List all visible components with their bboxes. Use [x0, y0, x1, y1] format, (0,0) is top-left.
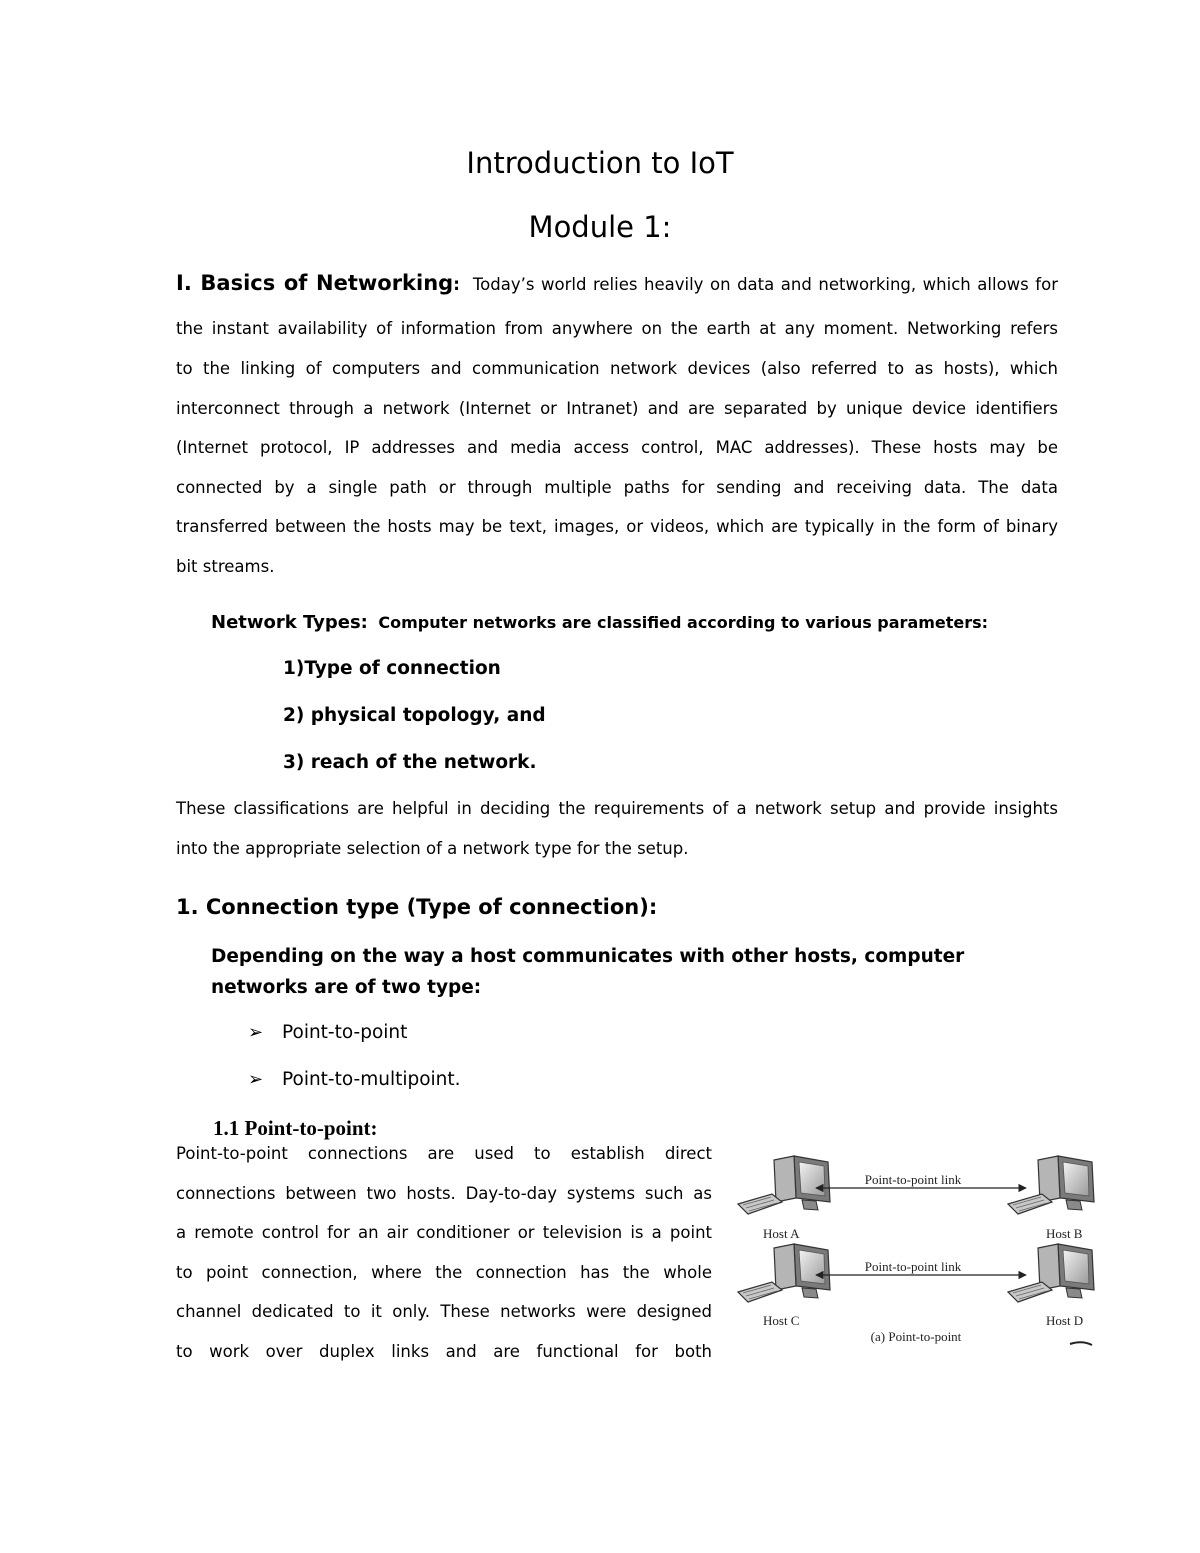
- point-to-point-diagram: [736, 1150, 1098, 1355]
- network-type-item-1: 1)Type of connection: [283, 658, 501, 679]
- host-a-label: Host A: [763, 1226, 800, 1241]
- network-types-label: Network Types:: [211, 612, 368, 633]
- arrow-bullet-icon: ➢: [248, 1069, 264, 1090]
- link-label-top: Point-to-point link: [864, 1172, 962, 1187]
- ptp-line-1: Point-to-point connections are used to establish direct: [176, 1144, 712, 1163]
- host-c-label: Host C: [763, 1313, 800, 1328]
- host-d-keyboard-icon: [1008, 1282, 1052, 1302]
- basics-text-1: Today’s world relies heavily on data and networking, which allows for: [472, 275, 1058, 294]
- basics-line-7: transferred between the hosts may be text, images, or videos, which are typically in the form of binary: [176, 517, 1058, 536]
- ptp-line-6: to work over duplex links and are functional for both: [176, 1342, 712, 1361]
- ptp-line-5: channel dedicated to it only. These networks were designed: [176, 1302, 712, 1321]
- basics-line-4: interconnect through a network (Internet or Intranet) and are separated by unique device identifiers: [176, 399, 1058, 418]
- host-d-label: Host D: [1046, 1313, 1084, 1328]
- basics-line-2: the instant availability of information from anywhere on the earth at any moment. Networking refers: [176, 319, 1058, 338]
- classifications-line-2: into the appropriate selection of a network type for the setup.: [176, 839, 689, 858]
- figure-caption: (a) Point-to-point: [870, 1329, 962, 1344]
- ptp-line-4: to point connection, where the connection has the whole: [176, 1263, 712, 1282]
- basics-heading-colon: :: [453, 275, 460, 294]
- connection-type-intro: Depending on the way a host communicates with other hosts, computer networks are of two type:: [211, 946, 965, 998]
- basics-heading: I. Basics of Networking: [176, 271, 454, 295]
- host-c-keyboard-icon: [738, 1282, 782, 1302]
- bullet-point-to-point: [248, 1022, 407, 1043]
- module-heading: Module 1:: [528, 210, 672, 244]
- document-title: Introduction to IoT: [466, 146, 734, 180]
- classifications-line-1: These classifications are helpful in deciding the requirements of a network setup and provide insights: [176, 799, 1058, 818]
- network-types-line: [211, 612, 1061, 634]
- figure-edge-mark: [1070, 1342, 1092, 1345]
- basics-line-1: [176, 272, 1058, 296]
- network-type-item-2: 2) physical topology, and: [283, 705, 546, 726]
- ptp-line-3: a remote control for an air conditioner or television is a point: [176, 1223, 712, 1242]
- network-type-item-3: 3) reach of the network.: [283, 752, 537, 773]
- ptp-heading: 1.1 Point-to-point:: [213, 1116, 378, 1140]
- bullet-point-to-multipoint: [248, 1069, 461, 1090]
- basics-line-6: connected by a single path or through multiple paths for sending and receiving data. The data: [176, 478, 1058, 497]
- ptp-line-2: connections between two hosts. Day-to-day systems such as: [176, 1184, 712, 1203]
- basics-line-5: (Internet protocol, IP addresses and media access control, MAC addresses). These hosts may be: [176, 438, 1058, 457]
- host-a-keyboard-icon: [738, 1194, 782, 1214]
- arrow-bullet-icon: ➢: [248, 1022, 264, 1043]
- network-types-text: Computer networks are classified according to various parameters:: [378, 613, 989, 632]
- host-b-keyboard-icon: [1008, 1194, 1052, 1214]
- link-label-bottom: Point-to-point link: [864, 1259, 962, 1274]
- host-b-label: Host B: [1046, 1226, 1083, 1241]
- bullet-label-1: Point-to-point: [282, 1022, 408, 1043]
- bullet-label-2: Point-to-multipoint.: [282, 1069, 461, 1090]
- connection-type-heading: 1. Connection type (Type of connection):: [176, 895, 658, 919]
- basics-line-8: bit streams.: [176, 557, 275, 576]
- basics-line-3: to the linking of computers and communication network devices (also referred to as hosts), which: [176, 359, 1058, 378]
